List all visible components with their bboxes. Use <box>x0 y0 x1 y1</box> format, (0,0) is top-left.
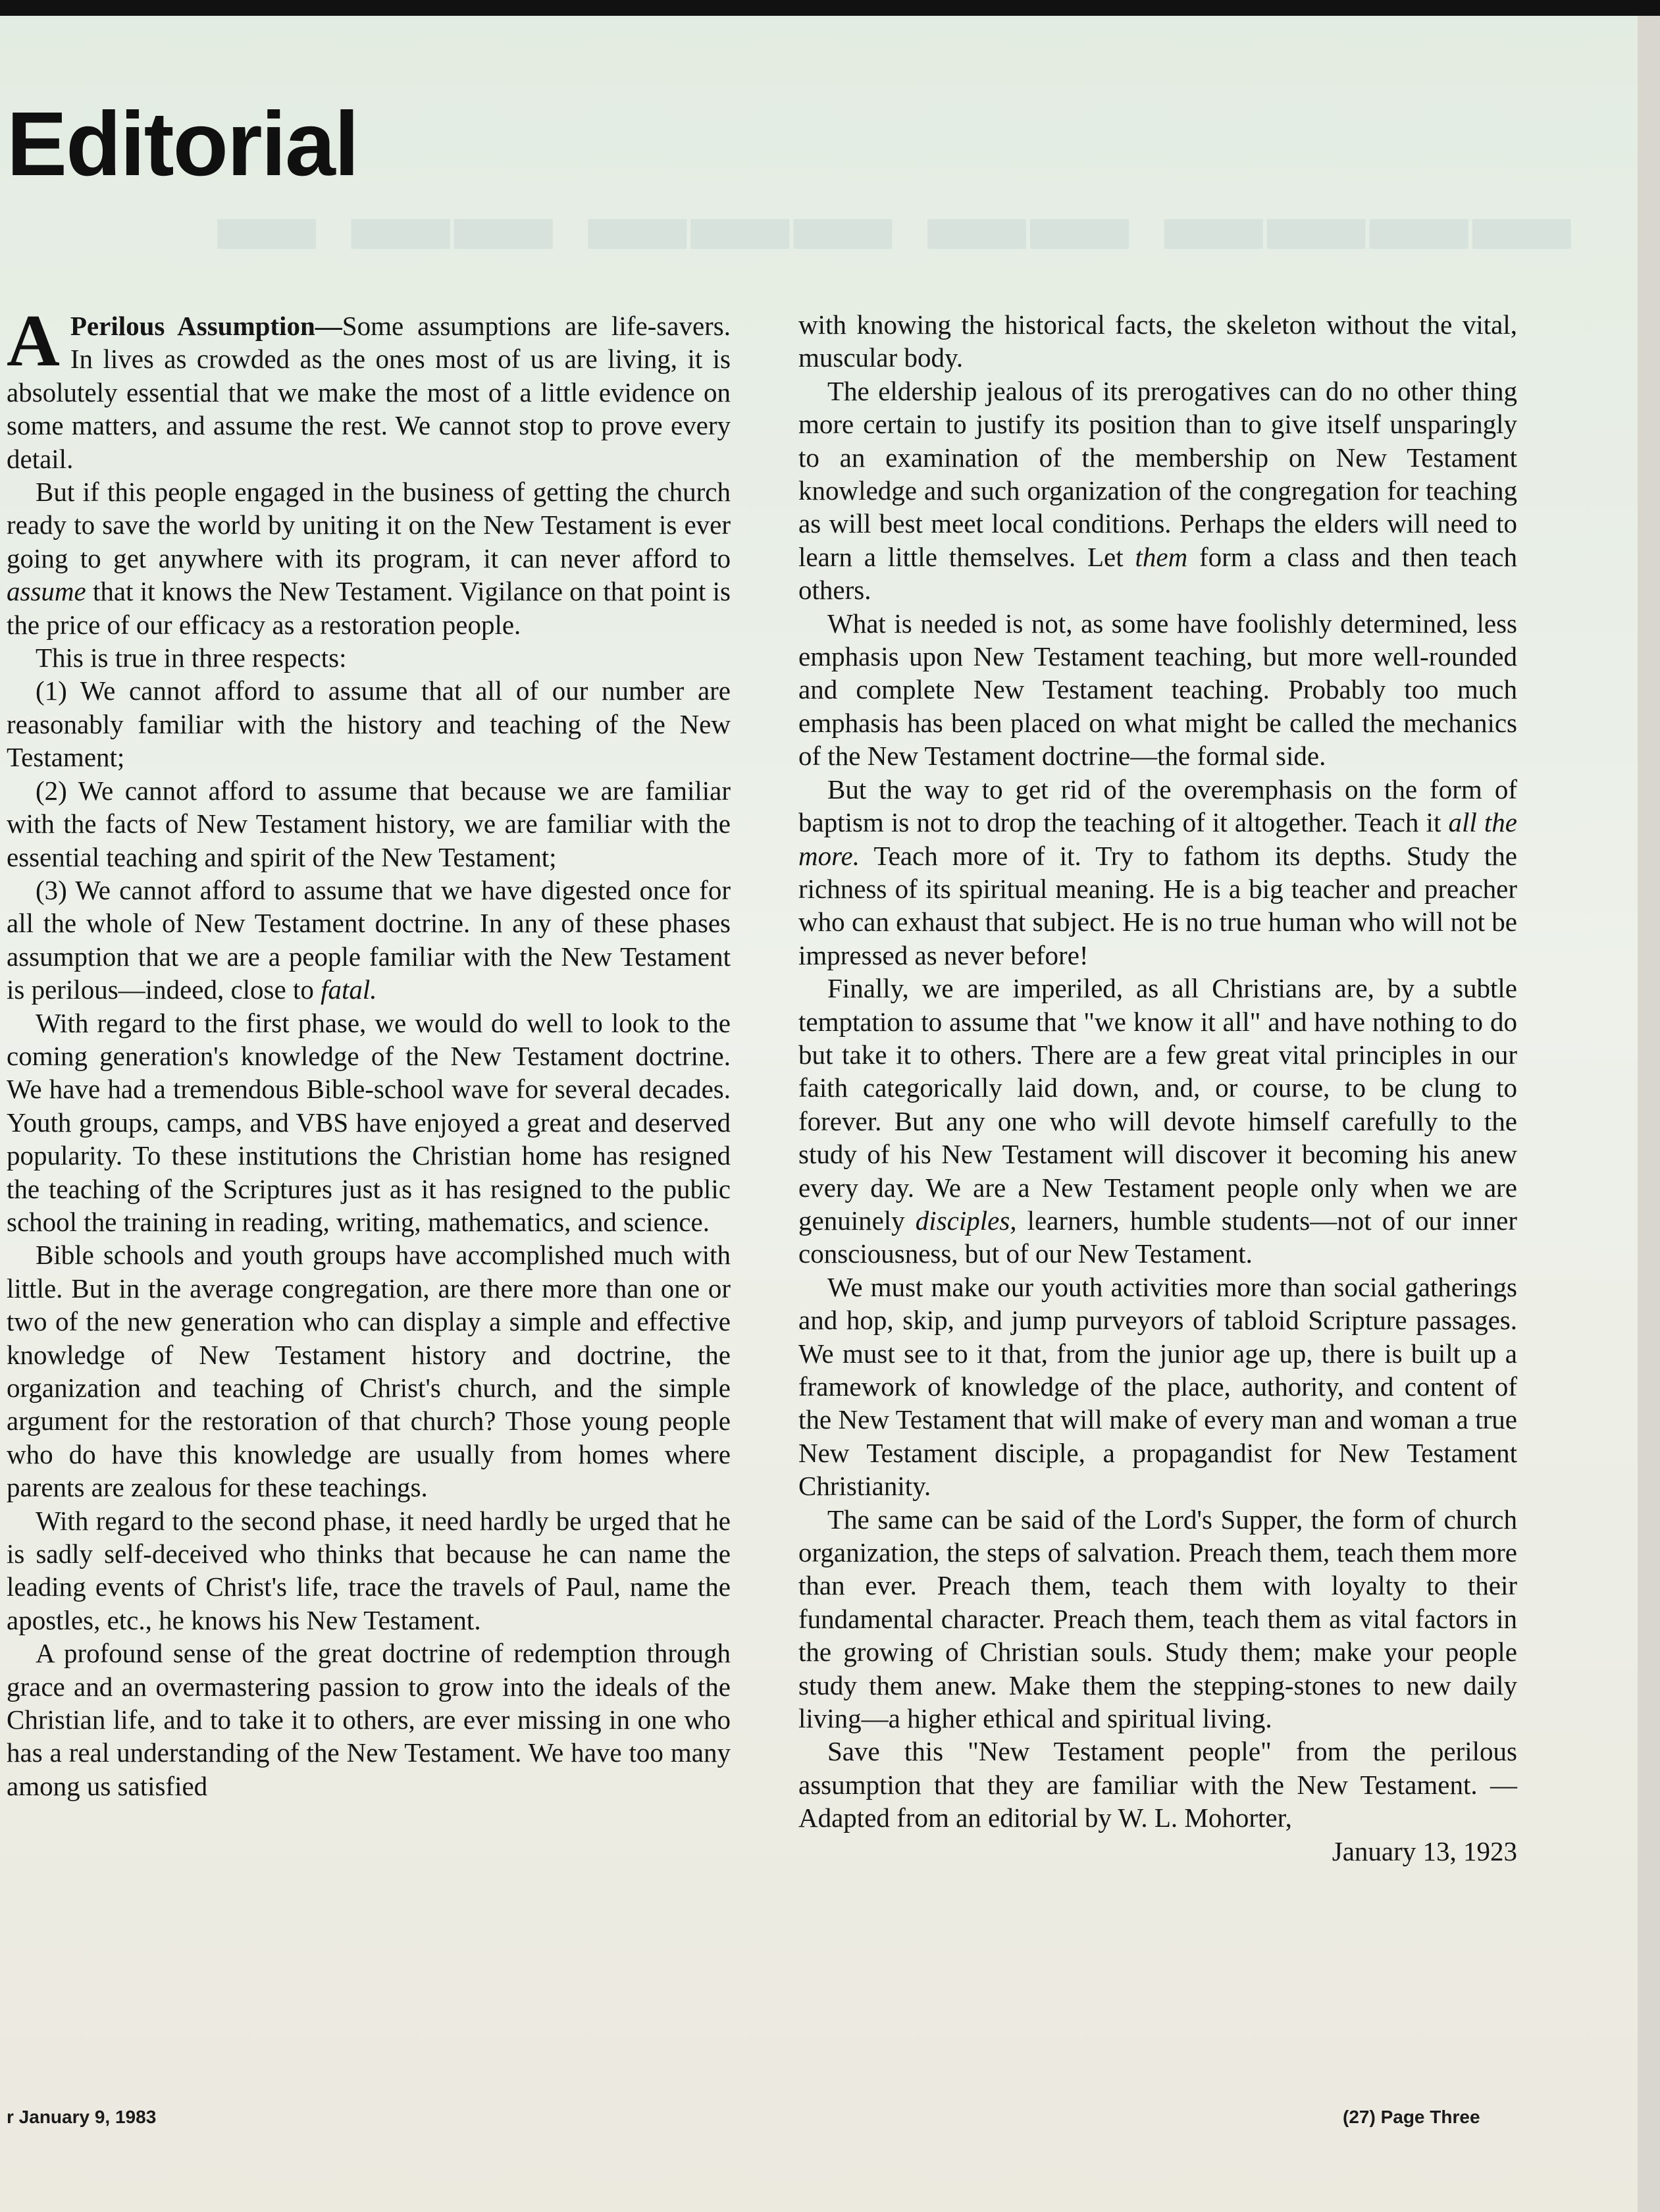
emphasis: assume <box>7 576 86 607</box>
emphasis: disciples, <box>915 1205 1017 1236</box>
ghosted-bleed-through: ▬ ▬▬ ▬▬▬ ▬▬ ▬▬▬▬ <box>217 159 1575 270</box>
paragraph: This is true in three respects: <box>36 643 347 673</box>
paragraph: The eldership jealous of its prerogatives can do no other thing more certain to justify its position than to give itself unsparingly to an examination of the membership on New Testament knowledge and such organization of the congregation for teaching as will best meet local conditions. Perhaps the elders will need to learn a little themselves. Let them form a class and then teach others. <box>798 375 1517 606</box>
emphasis: fatal. <box>321 974 377 1005</box>
paragraph-continued: with knowing the historical facts, the skeleton without the vital, muscular body. <box>798 309 1517 373</box>
paragraph: What is needed is not, as some have foolishly determined, less emphasis upon New Testament teaching, but more well-rounded and complete New Testament teaching. Probably too much emphasis has been placed on what might be called the mechanics of the New Testament doctrine—the formal side. <box>798 608 1517 772</box>
paragraph: With regard to the second phase, it need hardly be urged that he is sadly self-deceived who thinks that because he can name the leading events of Christ's life, trace the travels of Paul, name the apostles, etc., he knows his New Testament. <box>7 1505 731 1635</box>
paragraph: But the way to get rid of the overemphasis on the form of baptism is not to drop the teaching of it altogether. Teach it all the more. Teach more of it. Try to fathom its depths. Study the richness of its spiritual meaning. He is a big teacher and preacher who can exhaust that subject. He is no true human who will not be impressed as never before! <box>798 774 1518 970</box>
emphasis: all the more. <box>798 807 1518 871</box>
paragraph: (3) We cannot afford to assume that we have digested once for all the whole of New Testament doctrine. In any of these phases assumption that we are a people familiar with the New Testament is perilous—indeed, close to fatal. <box>7 874 731 1005</box>
paragraph: (1) We cannot afford to assume that all of our number are reasonably familiar with the history and teaching of the New Testament; <box>7 675 731 773</box>
paragraph: Finally, we are imperiled, as all Christians are, by a subtle temptation to assume that "we know it all" and have nothing to do but take it to others. There are a few great vital principles in our faith categorically laid down, and, or course, to be clung to forever. But any one who will devote himself carefully to the study of his New Testament will discover it becoming his anew every day. We are a New Testament people only when we are genuinely disciples, learners, humble students—not of our inner consciousness, but of our New Testament. <box>798 973 1517 1269</box>
footer-page-number: (27) Page Three <box>1343 2107 1480 2127</box>
signoff-date: January 13, 1923 <box>1332 1835 1517 1866</box>
drop-cap: A <box>7 300 60 382</box>
lead-title: Perilous Assumption— <box>70 311 342 341</box>
lead-text: Some assumptions are life-savers. In lives as crowded as the ones most of us are living, it is absolutely essential that we make the most of a little evidence on some matters, and assume the rest. We cannot stop to prove every detail. <box>7 311 731 474</box>
paragraph: A profound sense of the great doctrine of redemption through grace and an overmastering passion to grow into the ideals of the Christian life, and to take it to others, are ever missing in one who has a real understanding of the New Testament. We have too many among us satisfied <box>7 1638 731 1801</box>
footer-date: r January 9, 1983 <box>7 2107 157 2127</box>
scan-top-border <box>0 0 1660 16</box>
paragraph: Save this "New Testament people" from the perilous assumption that they are familiar with the New Testament. —Adapted from an editorial by W. L. Mohorter, <box>798 1736 1517 1833</box>
paragraph: But if this people engaged in the business of getting the church ready to save the world by uniting it on the New Testament is ever going to get anywhere with its program, it can never afford to assume that it knows the New Testament. Vigilance on that point is the price of our efficacy as a restoration people. <box>7 477 731 640</box>
page-title: Editorial <box>7 93 359 195</box>
paragraph: Bible schools and youth groups have accomplished much with little. But in the average congregation, are there more than one or two of the new generation who can display a simple and effective knowledge of New Testament history and doctrine, the organization and teaching of Christ's church, and the simple argument for the restoration of that church? Those young people who do have this knowledge are usually from homes where parents are zealous for these teachings. <box>7 1240 731 1503</box>
paragraph: We must make our youth activities more than social gatherings and hop, skip, and jump purveyors of tabloid Scripture passages. We must see to it that, from the junior age up, there is built up a framework of knowledge of the place, authority, and content of the New Testament that will make of every man and woman a true New Testament disciple, a propagandist for New Testament Christianity. <box>798 1271 1517 1502</box>
article-column-left <box>7 300 731 1803</box>
paragraph: (2) We cannot afford to assume that because we are familiar with the facts of New Testament history, we are familiar with the essential teaching and spirit of the New Testament; <box>7 775 731 872</box>
paragraph: The same can be said of the Lord's Supper, the form of church organization, the steps of salvation. Preach them, teach them more than ever. Preach them, teach them with loyalty to their fundamental character. Preach them, teach them as vital factors in the growing of Christian souls. Study them; make your people study them anew. Make them the stepping-stones to new daily living—a higher ethical and spiritual living. <box>798 1504 1517 1734</box>
paragraph: With regard to the first phase, we would do well to look to the coming generation's knowledge of the New Testament doctrine. We have had a tremendous Bible-school wave for several decades. Youth groups, camps, and VBS have enjoyed a great and deserved popularity. To these institutions the Christian home has resigned the teaching of the Scriptures just as it has resigned to the public school the training in reading, writing, mathematics, and science. <box>7 1007 731 1237</box>
paragraph-lead <box>7 300 731 475</box>
emphasis: them <box>1135 541 1188 572</box>
article-column-right <box>798 308 1517 1868</box>
page-edge <box>1638 0 1660 2212</box>
